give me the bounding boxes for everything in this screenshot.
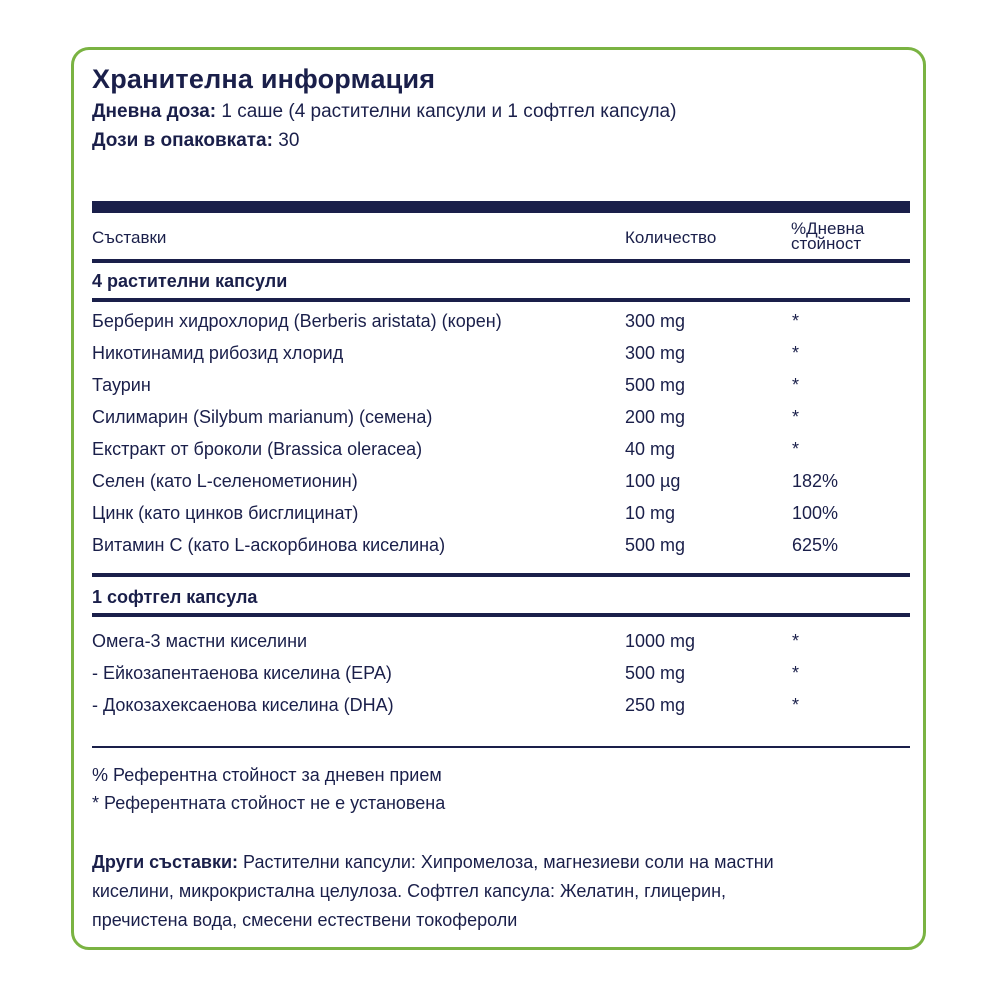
column-header-daily-value-line1: %Дневна [791,219,865,238]
ingredient-amount: 10 mg [625,503,676,523]
ingredient-daily-value: * [792,439,800,459]
ingredient-amount: 500 mg [625,375,686,395]
ingredient-name: Силимарин (Silybum marianum) (семена) [92,407,433,427]
ingredient-name: Омега-3 мастни киселини [92,631,308,651]
other-ingredients-label: Други съставки: [92,852,239,872]
table-row [92,439,910,465]
table-top-divider [92,201,910,213]
ingredient-daily-value: 625% [792,535,839,555]
ingredient-daily-value: 100% [792,503,839,523]
column-header-daily-value-line2: стойност [791,234,862,253]
column-header-amount: Количество [625,228,717,247]
servings-per-pack [92,130,299,152]
section2-top-divider [92,573,910,577]
table-row [92,375,910,401]
table-row [92,535,910,561]
section1-divider [92,298,910,302]
table-row [92,407,910,433]
page-title: Хранителна информация [92,64,436,94]
table-row [92,663,910,689]
ingredient-daily-value: * [792,663,800,683]
ingredient-name: Екстракт от броколи (Brassica oleracea) [92,439,423,459]
column-header-ingredients: Съставки [92,228,167,247]
ingredient-amount: 100 µg [625,471,681,491]
ingredient-name: - Докозахексаенова киселина (DHA) [92,695,394,715]
header-divider [92,259,910,263]
ingredient-name: Берберин хидрохлорид (Berberis aristata) (корен) [92,311,502,331]
serving-size [92,101,676,123]
nutrition-panel [71,47,926,950]
ingredient-daily-value: 182% [792,471,839,491]
table-row [92,503,910,529]
table-bottom-divider [92,746,910,748]
servings-per-pack-value: 30 [272,130,300,151]
table-row [92,695,910,721]
table-row [92,471,910,497]
ingredient-name: Цинк (като цинков бисглицинат) [92,503,359,523]
footnote-percent: % Референтна стойност за дневен прием [92,765,442,785]
ingredient-name: Таурин [92,375,151,395]
servings-per-pack-label: Дози в опаковката: [92,130,273,151]
ingredient-amount: 40 mg [625,439,676,459]
ingredient-daily-value: * [792,343,800,363]
footnote-asterisk: * Референтната стойност не е установена [92,793,446,813]
ingredient-amount: 250 mg [625,695,686,715]
other-ingredients-text: Растителни капсули: Хипромелоза, магнезиеви соли на мастни киселини, микрокристална целулоза. Софтгел капсула: Желатин, глицерин, пречистена вода, смесени естествени токофероли [92,852,774,930]
ingredient-amount: 300 mg [625,343,686,363]
ingredient-amount: 200 mg [625,407,686,427]
ingredient-name: Селен (като L-селенометионин) [92,471,358,491]
other-ingredients [92,848,822,935]
table-row [92,631,910,657]
ingredient-daily-value: * [792,311,800,331]
ingredient-daily-value: * [792,695,800,715]
ingredient-name: Никотинамид рибозид хлорид [92,343,344,363]
serving-size-label: Дневна доза: [92,101,217,122]
ingredient-daily-value: * [792,631,800,651]
table-row [92,311,910,337]
ingredient-name: Витамин С (като L-аскорбинова киселина) [92,535,446,555]
table-row [92,343,910,369]
ingredient-daily-value: * [792,375,800,395]
ingredient-amount: 1000 mg [625,631,696,651]
ingredient-amount: 300 mg [625,311,686,331]
ingredient-name: - Ейкозапентаенова киселина (EPA) [92,663,392,683]
section2-divider [92,613,910,617]
ingredient-amount: 500 mg [625,663,686,683]
column-header-daily-value [791,221,864,251]
ingredient-amount: 500 mg [625,535,686,555]
serving-size-value: 1 саше (4 растителни капсули и 1 софтгел капсула) [216,101,677,122]
ingredient-daily-value: * [792,407,800,427]
section-title-softgel-capsule: 1 софтгел капсула [92,587,258,607]
section-title-vegetable-capsules: 4 растителни капсули [92,271,288,291]
